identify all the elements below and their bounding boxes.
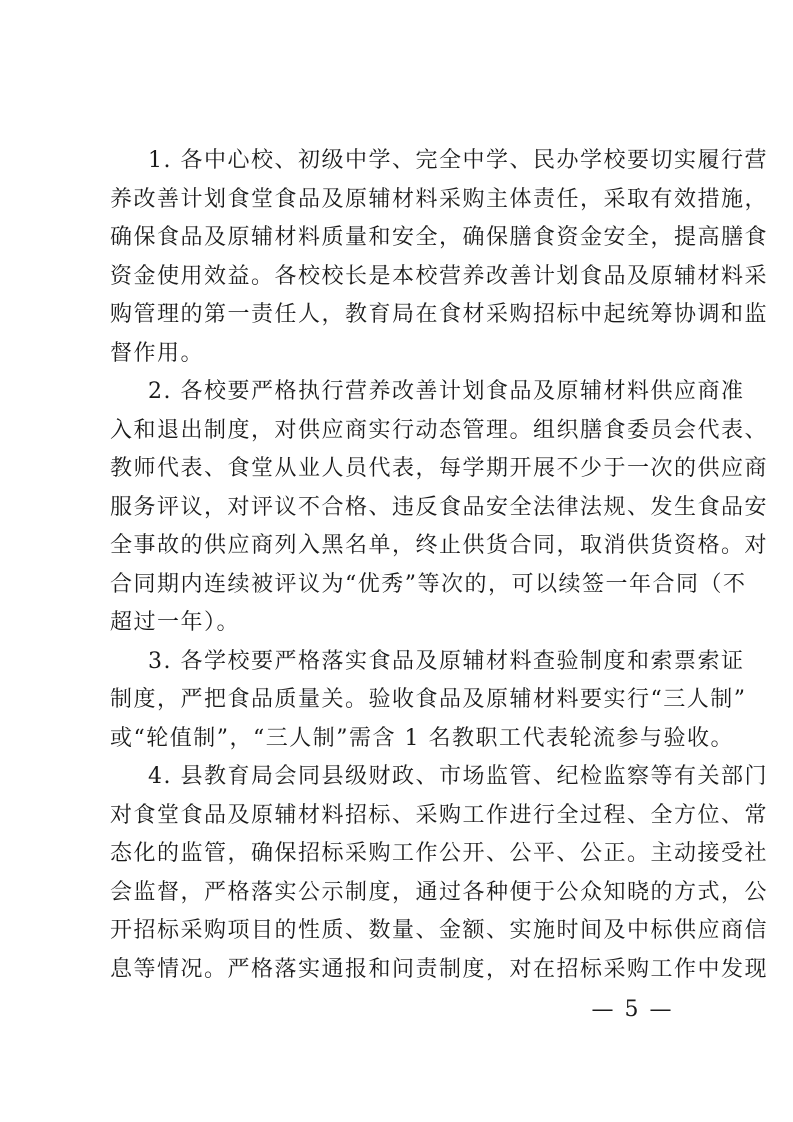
paragraph-2-line-4: 服务评议，对评议不合格、违反食品安全法律法规、发生食品安 — [110, 494, 769, 520]
paragraph-3-line-2: 制度，严把食品质量关。验收食品及原辅材料要实行“三人制” — [110, 687, 747, 712]
paragraph-3-line-1: 3. 各学校要严格落实食品及原辅材料查验制度和索票索证 — [148, 648, 745, 674]
paragraph-1-line-2: 养改善计划食堂食品及原辅材料采购主体责任，采取有效措施， — [110, 186, 769, 212]
page-number: — 5 — — [591, 996, 674, 1022]
paragraph-4-line-1: 4. 县教育局会同县级财政、市场监管、纪检监察等有关部门 — [148, 764, 768, 789]
paragraph-2-line-6: 合同期内连续被评议为“优秀”等次的，可以续签一年合同（不 — [110, 571, 747, 597]
paragraph-3-line-3: 或“轮值制”，“三人制”需含 1 名教职工代表轮流参与验收。 — [110, 725, 734, 751]
paragraph-2-line-7: 超过一年）。 — [110, 610, 241, 635]
paragraph-1-line-6: 督作用。 — [110, 340, 205, 366]
paragraph-1-line-1: 1. 各中心校、初级中学、完全中学、民办学校要切实履行营 — [148, 148, 768, 173]
paragraph-4-line-2: 对食堂食品及原辅材料招标、采购工作进行全过程、全方位、常 — [110, 802, 769, 828]
paragraph-1-line-5: 购管理的第一责任人，教育局在食材采购招标中起统筹协调和监 — [110, 302, 769, 327]
paragraph-1-line-3: 确保食品及原辅材料质量和安全，确保膳食资金安全，提高膳食 — [110, 225, 769, 250]
paragraph-1-line-4: 资金使用效益。各校校长是本校营养改善计划食品及原辅材料采 — [110, 263, 769, 289]
paragraph-4-line-3: 态化的监管，确保招标采购工作公开、公平、公正。主动接受社 — [110, 841, 769, 866]
paragraph-2-line-3: 教师代表、食堂从业人员代表，每学期开展不少于一次的供应商 — [110, 456, 769, 481]
paragraph-2-line-1: 2. 各校要严格执行营养改善计划食品及原辅材料供应商准 — [148, 379, 745, 404]
paragraph-2-line-5: 全事故的供应商列入黑名单，终止供货合同，取消供货资格。对 — [110, 533, 769, 558]
paragraph-2-line-2: 入和退出制度，对供应商实行动态管理。组织膳食委员会代表、 — [110, 417, 769, 443]
paragraph-4-line-5: 开招标采购项目的性质、数量、金额、实施时间及中标供应商信 — [110, 918, 769, 943]
paragraph-4-line-6: 息等情况。严格落实通报和问责制度，对在招标采购工作中发现 — [110, 956, 769, 982]
paragraph-4-line-4: 会监督，严格落实公示制度，通过各种便于公众知晓的方式，公 — [110, 879, 769, 905]
